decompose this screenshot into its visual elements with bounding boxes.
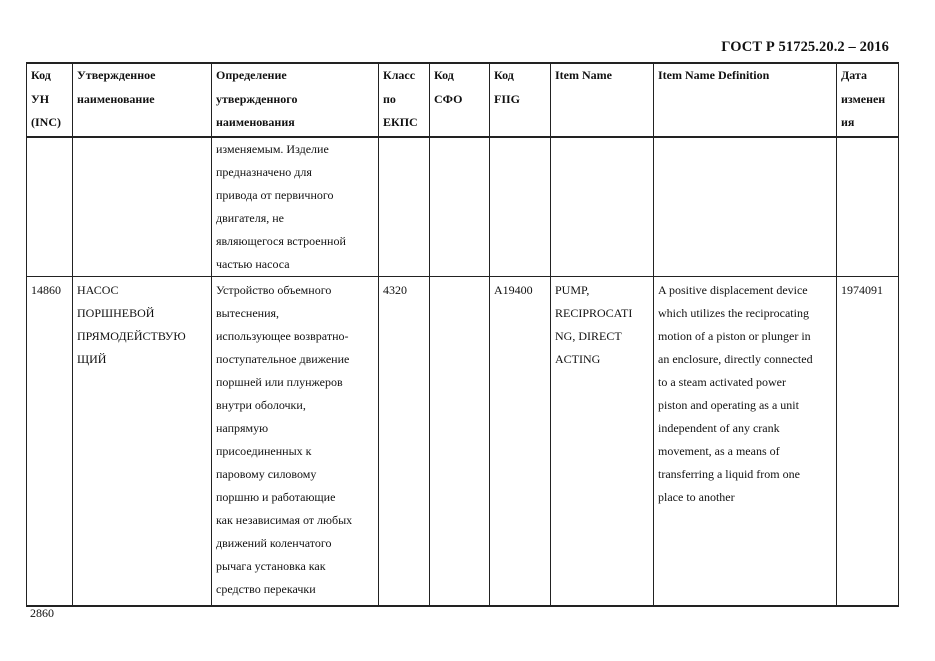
- document-standard-header: ГОСТ Р 51725.20.2 – 2016: [721, 39, 889, 55]
- cell-fiig-code: A19400: [490, 277, 551, 607]
- cell-change-date: 1974091: [837, 277, 899, 607]
- cell-approved-name: НАСОС ПОРШНЕВОЙ ПРЯМОДЕЙСТВУЮ ЩИЙ: [73, 277, 212, 607]
- header-ekps-class: Класс по ЕКПС: [379, 63, 430, 137]
- cell-item-name-definition: [654, 137, 837, 277]
- cell-item-name: [551, 137, 654, 277]
- header-approved-name: Утвержденное наименование: [73, 63, 212, 137]
- header-item-name: Item Name: [551, 63, 654, 137]
- cell-item-name-definition: A positive displacement device which utilizes the reciprocating motion of a piston or plunger in an enclosure, directly connected to a steam activated power piston and operating as a unit independent of any crank movement, as a means of transferring a liquid from one place to another: [654, 277, 837, 607]
- table-row-continuation: [27, 137, 899, 277]
- cell-inc-code: [27, 137, 73, 277]
- cell-definition: изменяемым. Изделие предназначено для привода от первичного двигателя, не являющегося встроенной частью насоса: [212, 137, 379, 277]
- cell-ekps-class: [379, 137, 430, 277]
- cell-ekps-class: 4320: [379, 277, 430, 607]
- cell-item-name: PUMP, RECIPROCATI NG, DIRECT ACTING: [551, 277, 654, 607]
- header-change-date: Дата изменен ия: [837, 63, 899, 137]
- header-inc-code: Код УН (INC): [27, 63, 73, 137]
- catalog-table: [26, 62, 899, 607]
- table-row: [27, 277, 899, 607]
- cell-change-date: [837, 137, 899, 277]
- cell-approved-name: [73, 137, 212, 277]
- header-fiig-code: Код FIIG: [490, 63, 551, 137]
- header-sfo-code: Код СФО: [430, 63, 490, 137]
- header-item-name-definition: Item Name Definition: [654, 63, 837, 137]
- cell-fiig-code: [490, 137, 551, 277]
- cell-sfo-code: [430, 277, 490, 607]
- cell-sfo-code: [430, 137, 490, 277]
- cell-definition: Устройство объемного вытеснения, использующее возвратно- поступательное движение поршней или плунжеров внутри оболочки, напрямую присоединенных к паровому силовому поршню и работающие как независимая от любых движений коленчатого рычага установка как средство перекачки: [212, 277, 379, 607]
- cell-inc-code: 14860: [27, 277, 73, 607]
- page-number: 2860: [30, 606, 54, 620]
- table-header-row: [27, 63, 899, 137]
- header-definition: Определение утвержденного наименования: [212, 63, 379, 137]
